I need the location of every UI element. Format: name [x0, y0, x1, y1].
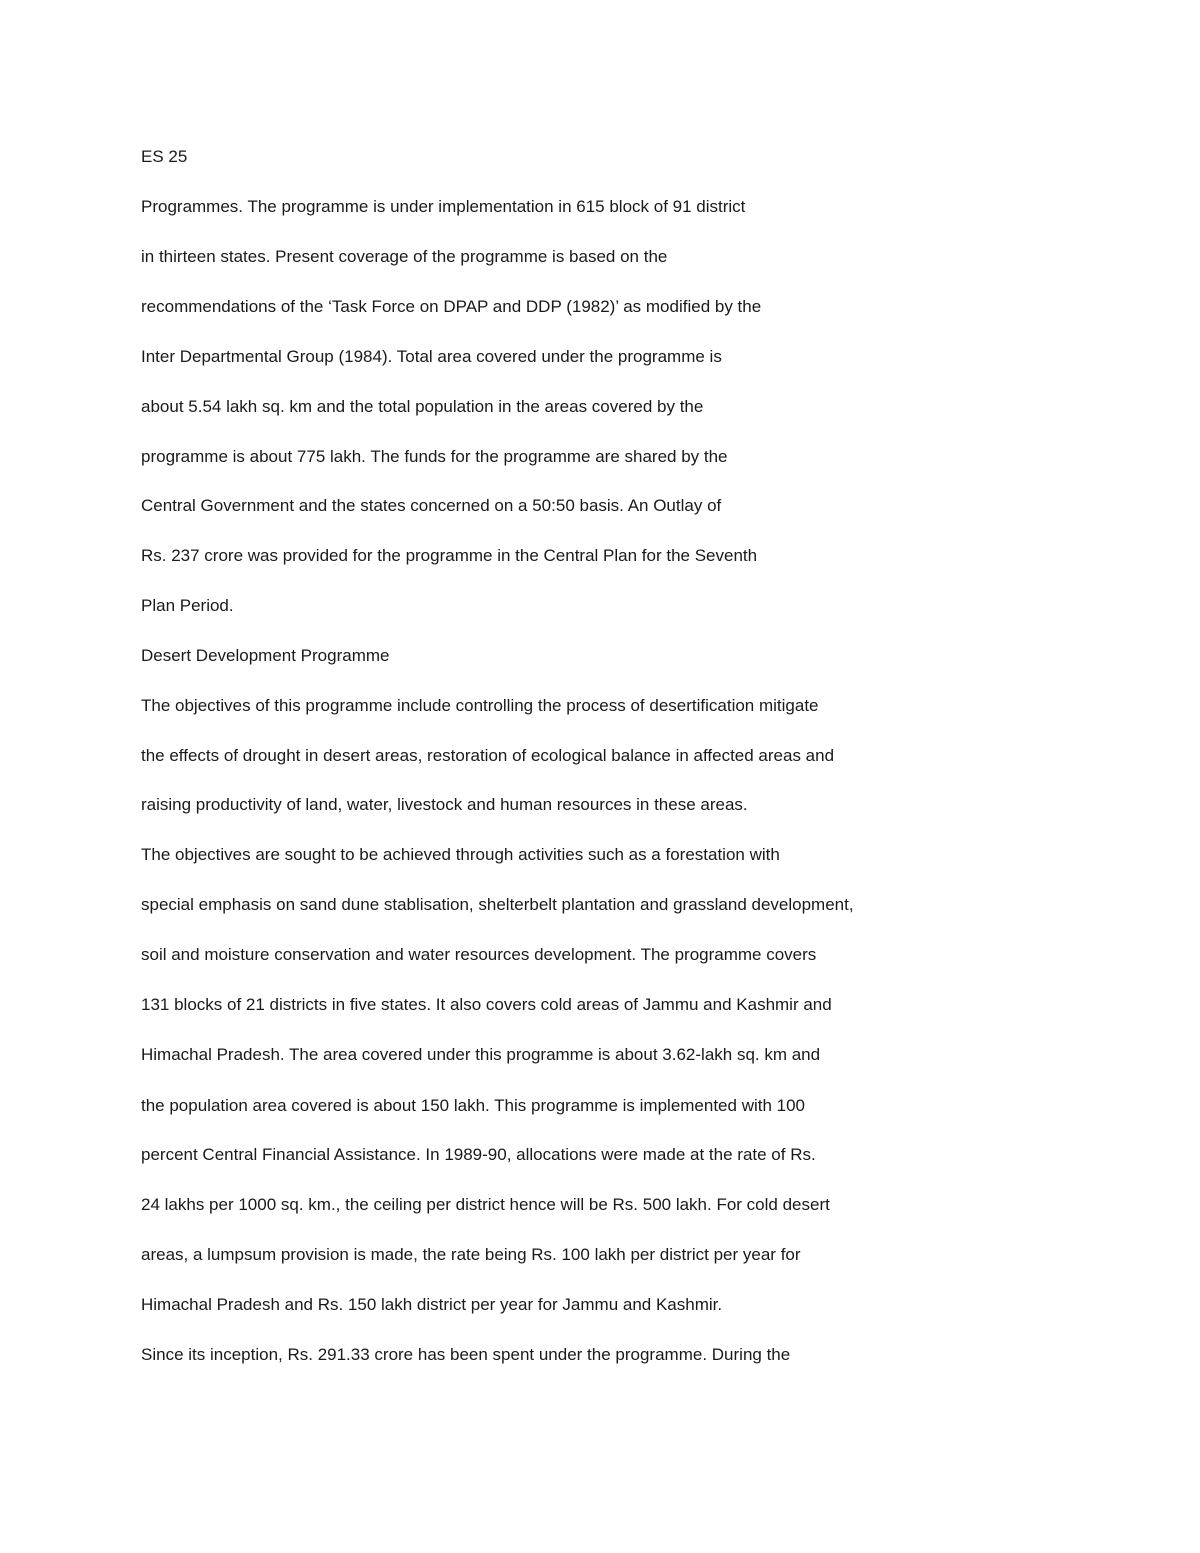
- text-line: special emphasis on sand dune stablisation, shelterbelt plantation and grassland development,: [141, 895, 854, 914]
- page-header: ES 25: [141, 147, 188, 166]
- text-line: 24 lakhs per 1000 sq. km., the ceiling per district hence will be Rs. 500 lakh. For cold desert: [141, 1195, 830, 1214]
- section-heading: Desert Development Programme: [141, 646, 390, 665]
- text-line: Himachal Pradesh and Rs. 150 lakh district per year for Jammu and Kashmir.: [141, 1295, 723, 1314]
- text-line: 131 blocks of 21 districts in five states. It also covers cold areas of Jammu and Kashmir and: [141, 995, 832, 1014]
- text-line: raising productivity of land, water, livestock and human resources in these areas.: [141, 795, 748, 814]
- text-line: Since its inception, Rs. 291.33 crore has been spent under the programme. During the: [141, 1345, 791, 1364]
- text-line: recommendations of the ‘Task Force on DPAP and DDP (1982)’ as modified by the: [141, 297, 762, 316]
- text-line: the effects of drought in desert areas, restoration of ecological balance in affected areas and: [141, 746, 835, 765]
- text-line: about 5.54 lakh sq. km and the total population in the areas covered by the: [141, 397, 704, 416]
- text-line: Plan Period.: [141, 596, 234, 615]
- text-line: Programmes. The programme is under implementation in 615 block of 91 district: [141, 197, 746, 216]
- text-line: The objectives are sought to be achieved through activities such as a forestation with: [141, 845, 780, 864]
- text-line: in thirteen states. Present coverage of the programme is based on the: [141, 247, 668, 266]
- text-line: soil and moisture conservation and water resources development. The programme covers: [141, 945, 817, 964]
- text-line: Inter Departmental Group (1984). Total area covered under the programme is: [141, 347, 722, 366]
- text-line: Central Government and the states concerned on a 50:50 basis. An Outlay of: [141, 496, 722, 515]
- text-line: The objectives of this programme include controlling the process of desertification mitigate: [141, 696, 819, 715]
- text-line: percent Central Financial Assistance. In 1989-90, allocations were made at the rate of Rs.: [141, 1145, 816, 1164]
- text-line: Himachal Pradesh. The area covered under this programme is about 3.62-lakh sq. km and: [141, 1045, 821, 1064]
- text-line: areas, a lumpsum provision is made, the rate being Rs. 100 lakh per district per year for: [141, 1245, 801, 1264]
- text-line: Rs. 237 crore was provided for the programme in the Central Plan for the Seventh: [141, 546, 758, 565]
- text-line: the population area covered is about 150 lakh. This programme is implemented with 100: [141, 1096, 806, 1115]
- text-line: programme is about 775 lakh. The funds for the programme are shared by the: [141, 447, 728, 466]
